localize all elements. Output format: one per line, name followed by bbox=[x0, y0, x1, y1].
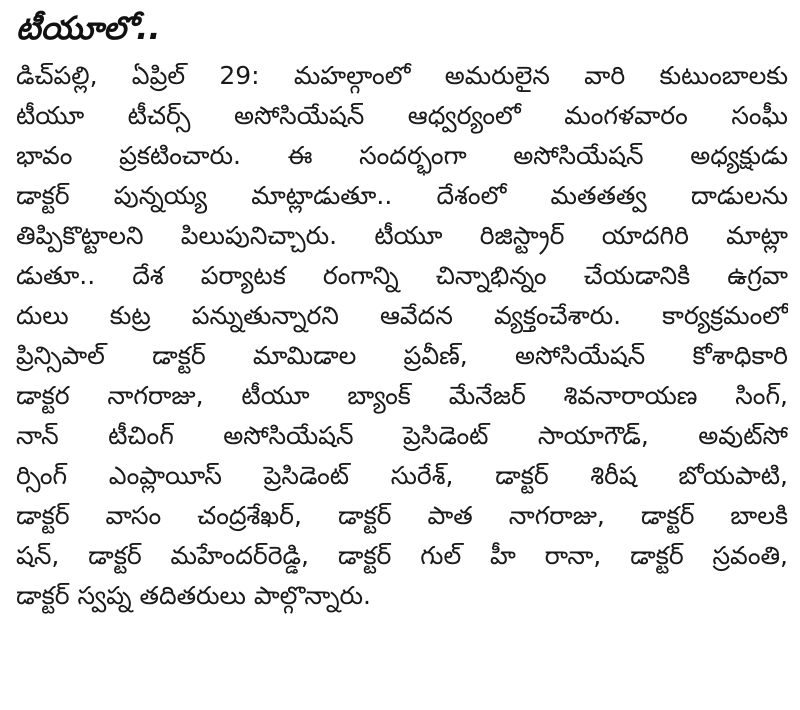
article-line: ప్రిన్సిపాల్ డాక్టర్ మామిడాల ప్రవీణ్, అసోసియేషన్ కోశాధికారి bbox=[16, 341, 788, 370]
article-headline: టీయూలో.. bbox=[16, 9, 161, 47]
article-line: తిప్పికొట్టాలని పిలుపునిచ్చారు. టీయూ రిజిస్ట్రార్ యాదగిరి మాట్లా bbox=[16, 221, 788, 250]
article-line: టీయూ టీచర్స్ అసోసియేషన్ ఆధ్వర్యంలో మంగళవారం సంఘీ bbox=[16, 101, 788, 130]
article-line: డాక్టర నాగరాజు, టీయూ బ్యాంక్ మేనేజర్ శివనారాయణ సింగ్, bbox=[16, 381, 788, 410]
article-line: నాన్ టీచింగ్ అసోసియేషన్ ప్రెసిడెంట్ సాయాగౌడ్, అవుట్‌సో bbox=[16, 421, 788, 450]
article-line: షన్, డాక్టర్ మహేందర్‌రెడ్డి, డాక్టర్ గుల్ హీ రానా, డాక్టర్ స్రవంతి, bbox=[16, 541, 788, 570]
article-line: ర్సింగ్ ఎంప్లాయీస్ ప్రెసిడెంట్ సురేశ్, డాక్టర్ శిరీష బోయపాటి, bbox=[16, 461, 788, 490]
article-line: డిచ్‌పల్లి, ఏప్రిల్ 29: మహల్గాంలో అమరులైన వారి కుటుంబాలకు bbox=[16, 61, 788, 90]
article-line: భావం ప్రకటించారు. ఈ సందర్భంగా అసోసియేషన్ అధ్యక్షుడు bbox=[16, 141, 788, 170]
article-body bbox=[16, 56, 788, 616]
article-line: డుతూ.. దేశ పర్యాటక రంగాన్ని చిన్నాభిన్నం చేయడానికి ఉగ్రవా bbox=[16, 261, 788, 290]
article-line: డాక్టర్ పున్నయ్య మాట్లాడుతూ.. దేశంలో మతతత్వ దాడులను bbox=[16, 181, 788, 210]
article-line: డాక్టర్ వాసం చంద్రశేఖర్, డాక్టర్ పాత నాగరాజు, డాక్టర్ బాలకి bbox=[16, 501, 788, 530]
article-line: డాక్టర్ స్వప్న తదితరులు పాల్గొన్నారు. bbox=[16, 581, 371, 610]
article-line: దులు కుట్ర పన్నుతున్నారని ఆవేదన వ్యక్తంచేశారు. కార్యక్రమంలో bbox=[16, 301, 788, 330]
